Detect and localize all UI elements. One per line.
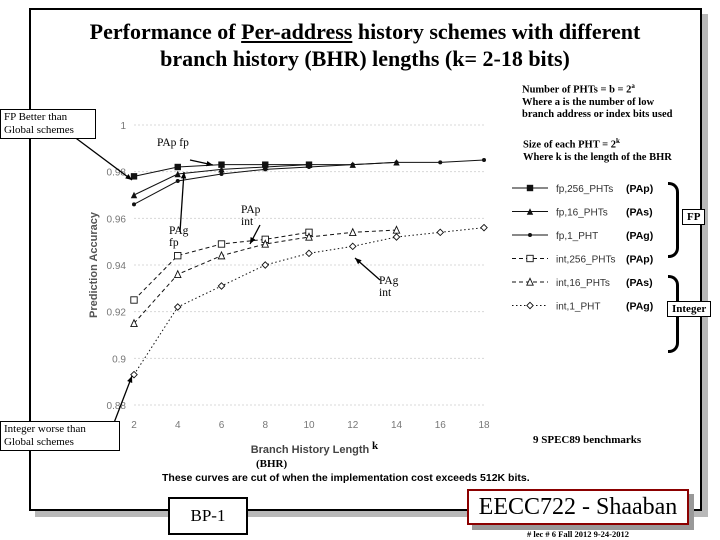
data-point	[527, 255, 533, 261]
int-badge: Integer	[667, 301, 711, 317]
y-tick-label: 1	[120, 121, 126, 132]
legend-scheme: (PAg)	[626, 230, 654, 242]
fp-badge: FP	[682, 209, 705, 225]
data-point	[395, 160, 399, 164]
k-label: k	[372, 440, 379, 452]
data-point	[527, 185, 533, 191]
fp-better-note: FP Better than Global schemes	[0, 109, 96, 139]
data-point	[220, 172, 224, 176]
title-part1: Performance of	[89, 19, 242, 44]
data-point	[132, 202, 136, 206]
data-point	[306, 250, 312, 256]
y-tick-label: 0.98	[106, 167, 126, 179]
data-point	[131, 297, 137, 303]
data-point	[307, 165, 311, 169]
benchmarks-note: 9 SPEC89 benchmarks	[533, 434, 642, 446]
title-part2: history schemes with different	[352, 19, 641, 44]
cutoff-note: These curves are cut of when the implementation cost exceeds 512K bits.	[162, 472, 530, 484]
x-tick-label: 14	[390, 420, 403, 431]
legend-scheme: (PAs)	[626, 206, 653, 219]
data-point	[527, 302, 533, 308]
x-tick-label: 8	[262, 420, 269, 431]
legend-label: fp,16_PHTs	[556, 207, 608, 219]
legend-label: int,256_PHTs	[556, 254, 616, 266]
data-point	[175, 164, 181, 170]
y-tick-label: 0.94	[106, 261, 126, 272]
x-tick-label: 12	[347, 420, 359, 431]
pht-size-note: Size of each PHT = $2^k$ Where k is the length of the BHR	[523, 137, 672, 163]
legend-label: fp,256_PHTs	[556, 184, 614, 195]
title-line2: branch history (BHR) lengths (k= 2-18 bits)	[160, 46, 570, 71]
y-axis-label: Prediction Accuracy	[88, 212, 100, 318]
legend-scheme: (PAp)	[626, 183, 654, 195]
x-axis-label: Branch History Length	[250, 444, 370, 456]
title-underlined: Per-address	[241, 19, 353, 44]
y-tick-label: 0.88	[106, 401, 126, 412]
arrow-int-worse-head	[127, 376, 132, 383]
legend-scheme: (PAp)	[626, 253, 654, 266]
data-point	[218, 241, 224, 247]
x-tick-label: 4	[174, 420, 181, 431]
x-tick-label: 2	[131, 420, 137, 431]
data-point	[218, 283, 224, 289]
label-pap-fp: PAp fp	[157, 137, 189, 149]
data-point	[482, 158, 486, 162]
y-tick-label: 0.92	[106, 307, 126, 319]
data-point	[481, 224, 487, 230]
fp-brace	[668, 182, 679, 258]
data-point	[393, 234, 399, 240]
int-worse-note: Integer worse than Global schemes	[0, 421, 120, 451]
data-point	[350, 243, 356, 249]
legend-scheme: (PAs)	[626, 277, 653, 289]
label-pap-int: PAp int	[241, 204, 261, 228]
y-tick-label: 0.9	[112, 354, 126, 366]
data-point	[131, 173, 137, 179]
legend-label: int,16_PHTs	[556, 278, 610, 289]
data-point	[262, 262, 268, 268]
data-point	[263, 167, 267, 171]
data-point	[175, 304, 181, 310]
course-title: EECC722 - Shaaban	[467, 489, 689, 525]
legend-scheme: (PAg)	[626, 300, 654, 313]
data-point	[131, 192, 137, 198]
x-tick-label: 6	[218, 420, 225, 431]
data-point	[351, 163, 355, 167]
legend-label: int,1_PHT	[556, 301, 601, 313]
pht-count-note: Number of PHTs = $b = 2^a$ Where a is the number of low branch address or index bits used	[522, 82, 673, 120]
x-tick-label: 16	[434, 420, 446, 431]
x-tick-label: 10	[303, 420, 315, 431]
slide-number: BP-1	[168, 497, 248, 535]
bhr-label: (BHR)	[256, 458, 288, 470]
data-point	[175, 252, 181, 258]
data-point	[437, 229, 443, 235]
footer-text: # lec # 6 Fall 2012 9-24-2012	[527, 529, 629, 539]
data-point	[438, 160, 442, 164]
legend-label: fp,1_PHT	[556, 231, 599, 242]
x-tick-label: 18	[478, 420, 490, 431]
data-point	[175, 271, 181, 278]
label-pag-fp: PAg fp	[169, 225, 189, 249]
y-tick-label: 0.96	[106, 214, 126, 226]
data-point	[528, 233, 532, 237]
label-pag-int: PAg int	[379, 275, 399, 299]
data-point	[350, 229, 356, 236]
data-point	[176, 179, 180, 183]
